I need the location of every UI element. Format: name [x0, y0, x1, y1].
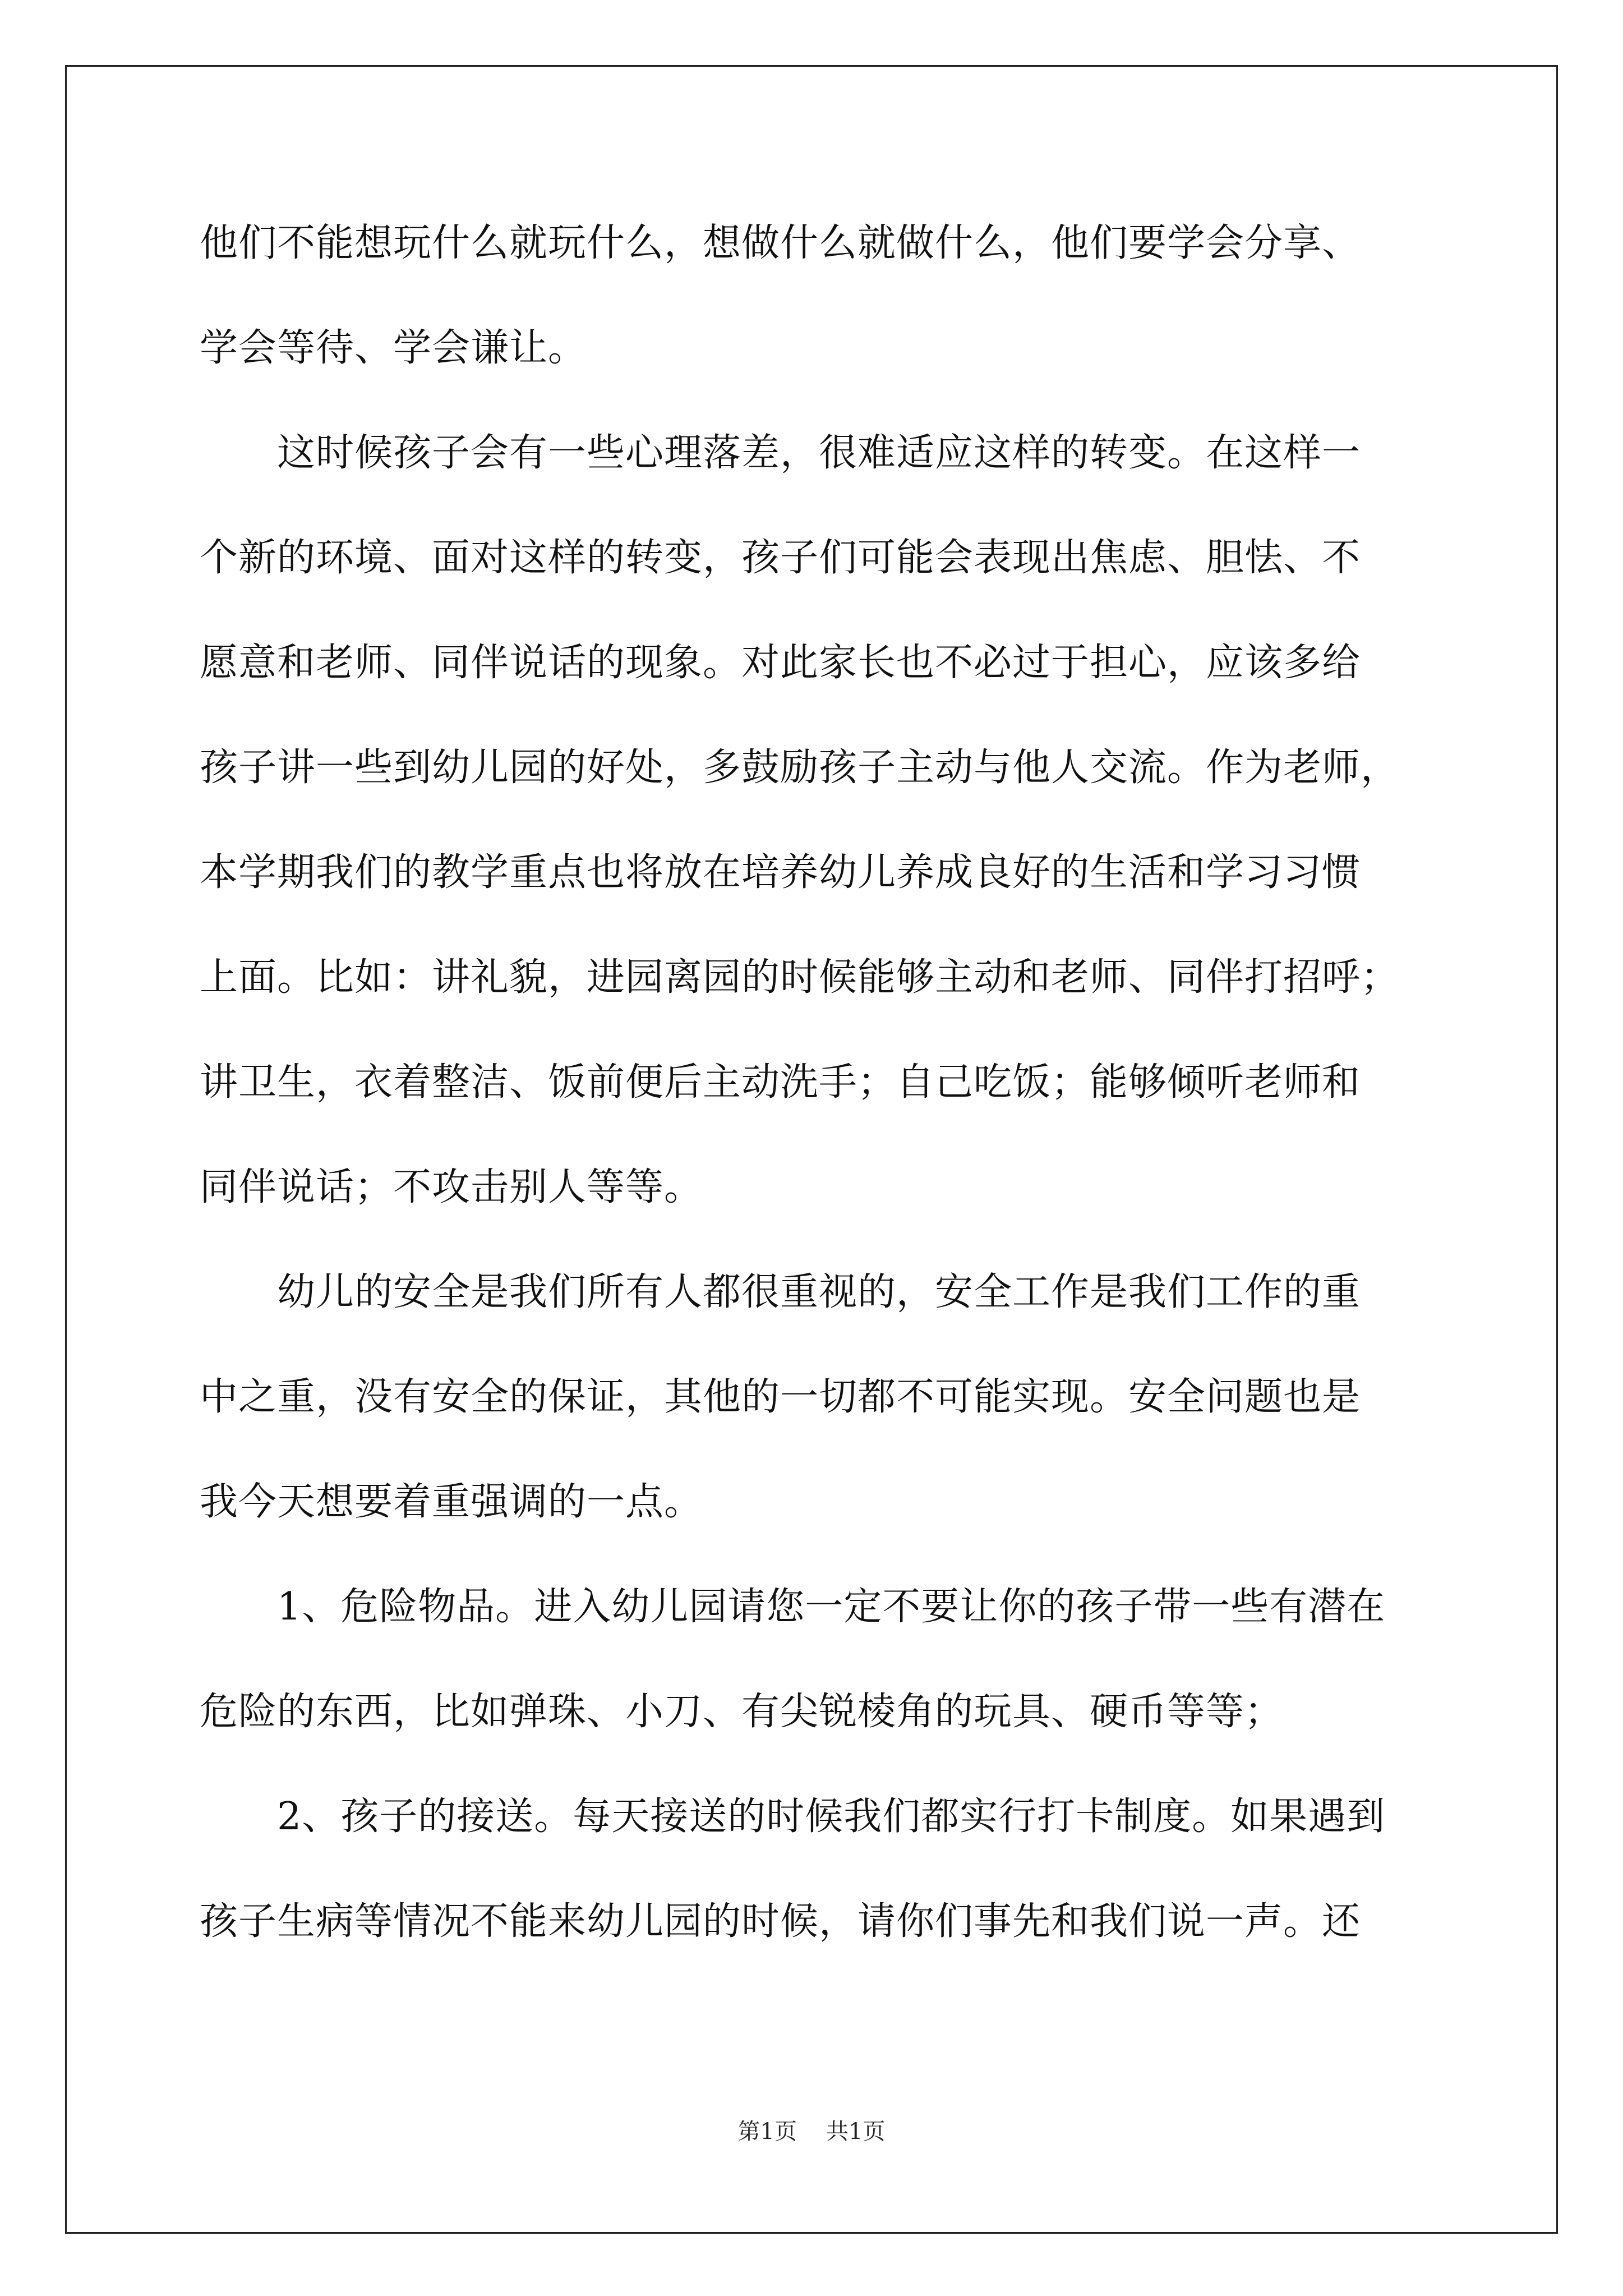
text-line: 同伴说话；不攻击别人等等。 — [200, 1165, 703, 1209]
text-line: 我今天想要着重强调的一点。 — [200, 1480, 703, 1524]
document-body — [200, 191, 1433, 1974]
text-line: 中之重，没有安全的保证，其他的一切都不可能实现。安全问题也是 — [200, 1375, 1361, 1419]
page-number-total: 共1页 — [826, 2119, 886, 2145]
text-line: 他们不能想玩什么就玩什么，想做什么就做什么，他们要学会分享、 — [200, 221, 1361, 265]
text-line: 个新的环境、面对这样的转变，孩子们可能会表现出焦虑、胆怯、不 — [200, 536, 1361, 580]
text-line: 危险的东西，比如弹珠、小刀、有尖锐棱角的玩具、硬币等等； — [200, 1690, 1284, 1734]
text-line: 2、孩子的接送。每天接送的时候我们都实行打卡制度。如果遇到 — [200, 1795, 1386, 1839]
text-line: 1、危险物品。进入幼儿园请您一定不要让你的孩子带一些有潜在 — [200, 1585, 1386, 1629]
page-number-current: 第1页 — [737, 2119, 797, 2145]
text-line: 上面。比如：讲礼貌，进园离园的时候能够主动和老师、同伴打招呼； — [200, 955, 1400, 1000]
text-line: 学会等待、学会谦让。 — [200, 326, 587, 370]
text-line: 讲卫生，衣着整洁、饭前便后主动洗手；自己吃饭；能够倾听老师和 — [200, 1060, 1361, 1105]
text-line: 孩子生病等情况不能来幼儿园的时候，请你们事先和我们说一声。还 — [200, 1899, 1361, 1944]
text-line: 本学期我们的教学重点也将放在培养幼儿养成良好的生活和学习习惯 — [200, 850, 1361, 895]
text-line: 孩子讲一些到幼儿园的好处，多鼓励孩子主动与他人交流。作为老师， — [200, 746, 1400, 790]
page-footer — [0, 2115, 1623, 2148]
text-line: 愿意和老师、同伴说话的现象。对此家长也不必过于担心，应该多给 — [200, 641, 1361, 685]
text-line: 幼儿的安全是我们所有人都很重视的，安全工作是我们工作的重 — [200, 1270, 1361, 1314]
text-line: 这时候孩子会有一些心理落差，很难适应这样的转变。在这样一 — [200, 431, 1361, 475]
